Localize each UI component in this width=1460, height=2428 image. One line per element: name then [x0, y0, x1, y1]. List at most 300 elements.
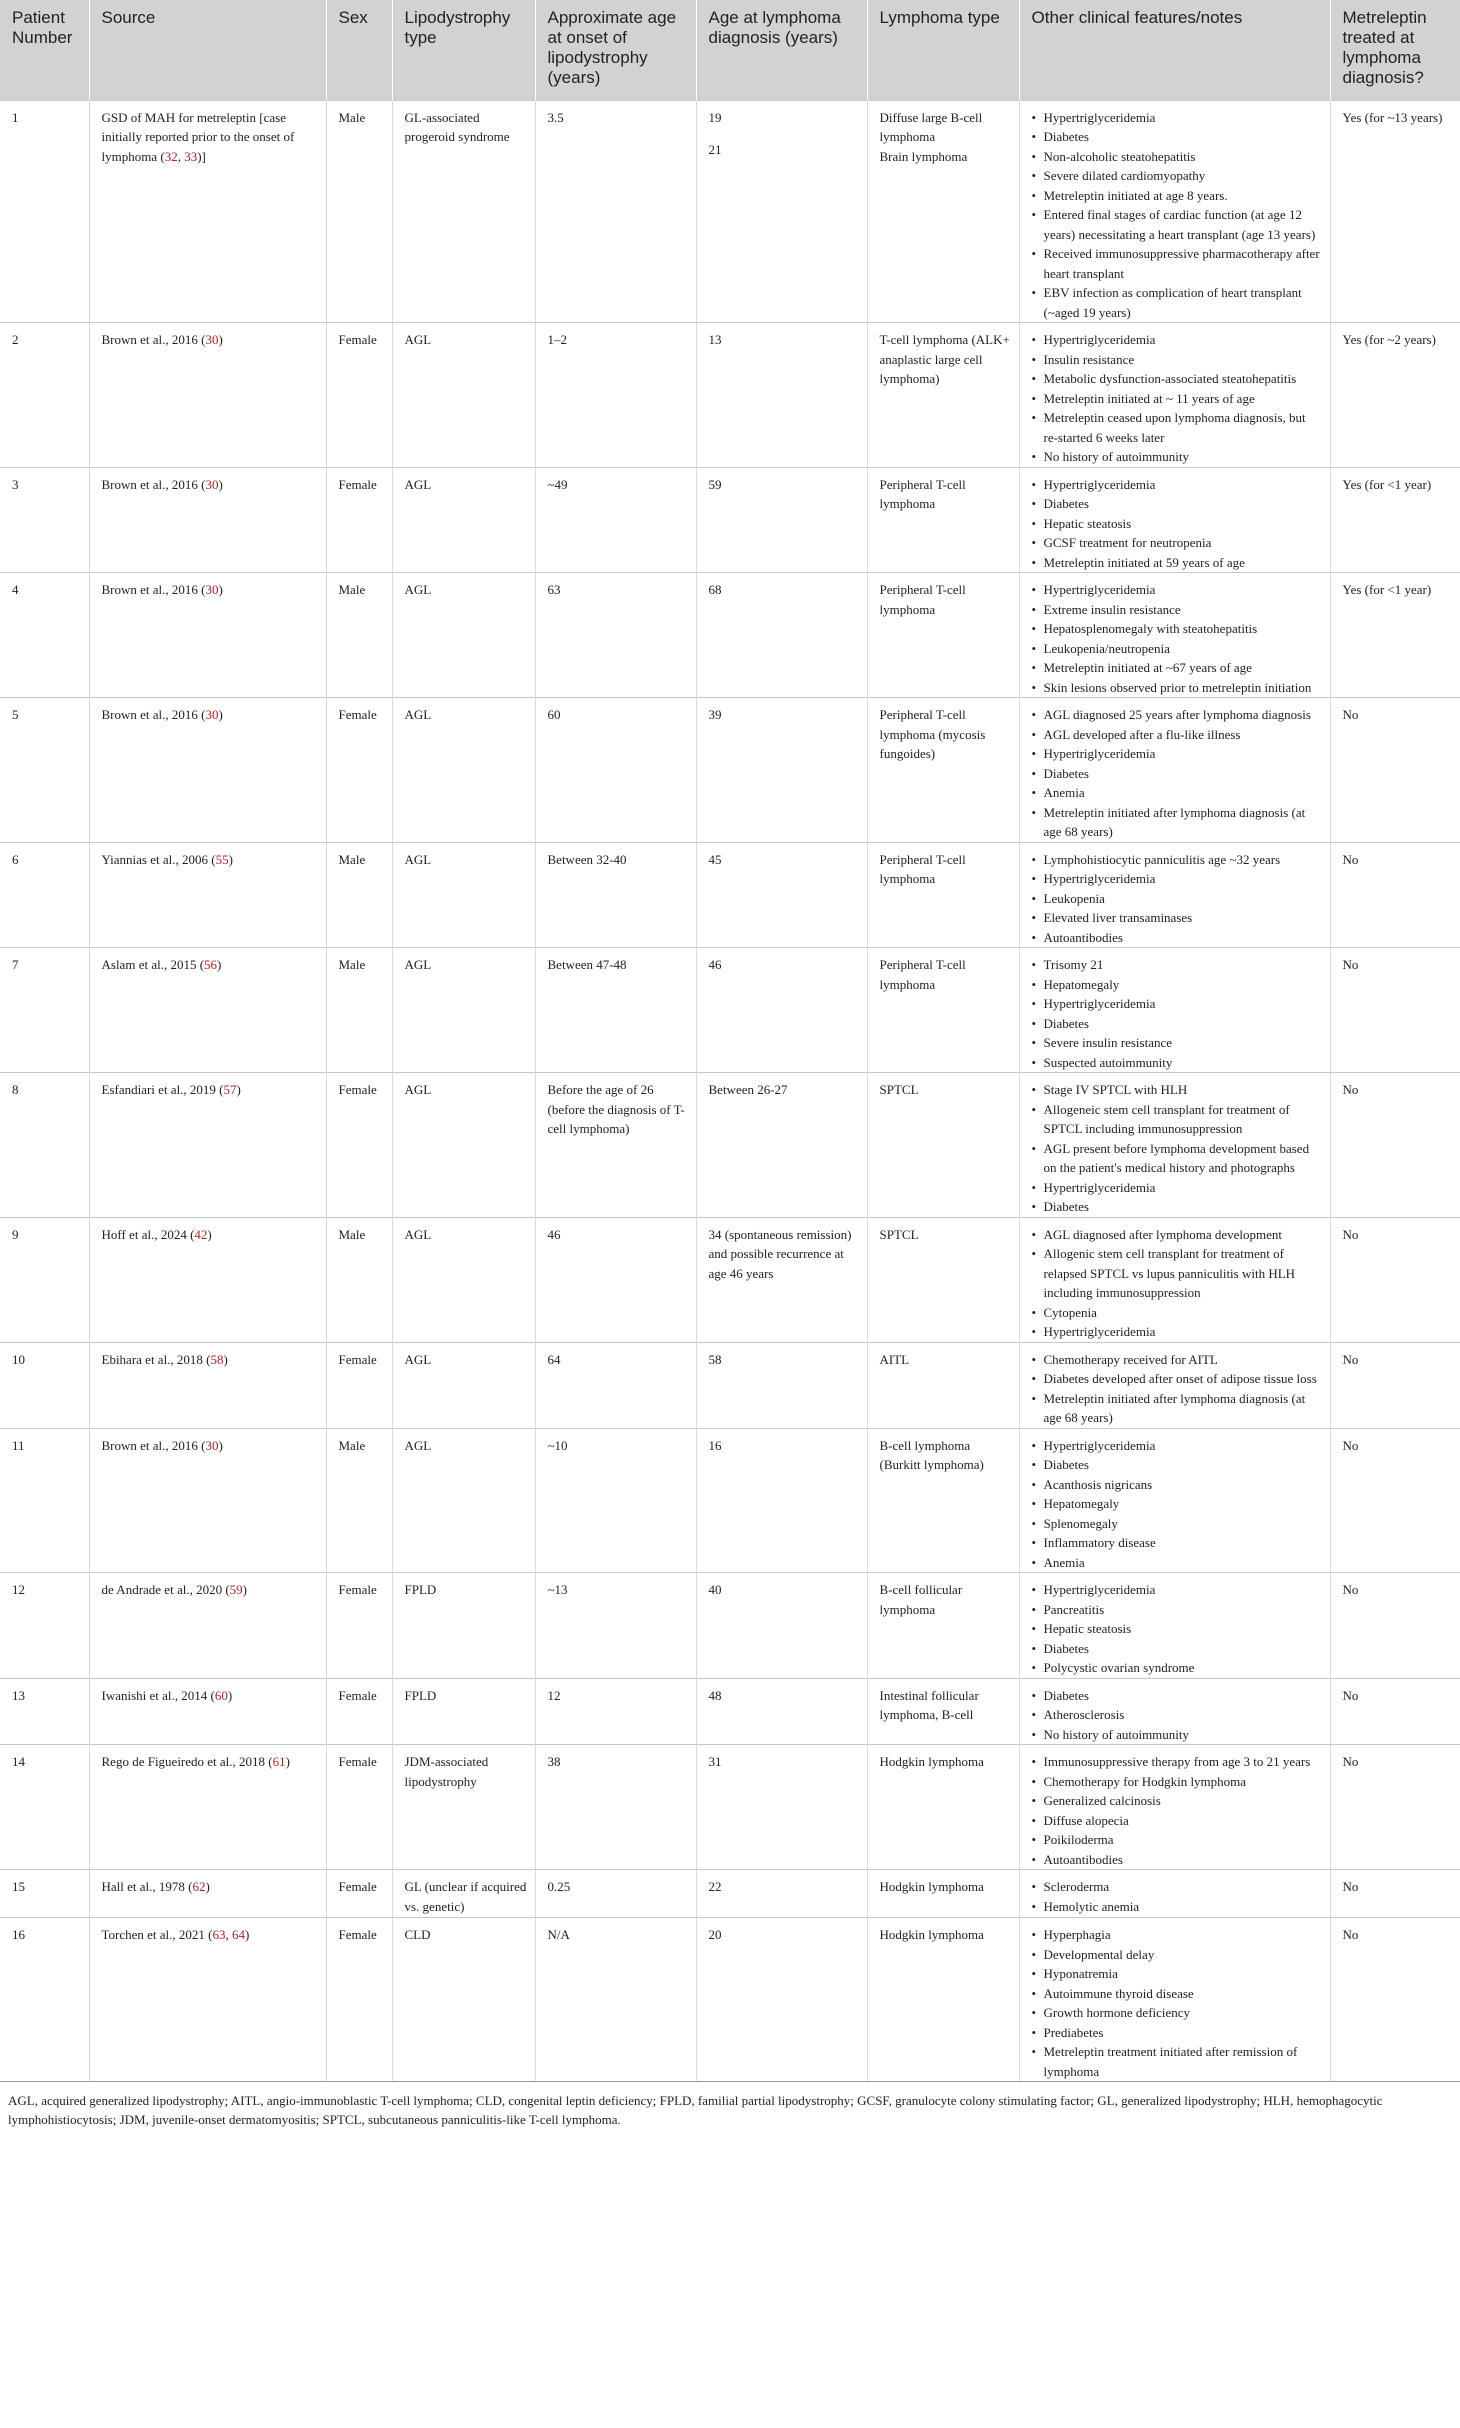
feature-item: • Hypertriglyceridemia: [1032, 1178, 1322, 1198]
reference-link[interactable]: 64: [232, 1927, 245, 1942]
source-text: ): [205, 1879, 210, 1894]
source-text: Brown et al., 2016 (: [101, 707, 206, 722]
source-text: Brown et al., 2016 (: [101, 582, 206, 597]
feature-item: • Hepatomegaly: [1032, 1494, 1322, 1514]
cell-patient-number: 3: [0, 467, 89, 573]
cell-patient-number: 6: [0, 842, 89, 948]
line-spacer: [709, 127, 859, 140]
cell-lipodystrophy-type: AGL: [392, 323, 535, 468]
source-text: ): [227, 1687, 233, 1703]
cell-lymphoma-type: [867, 1745, 1019, 1870]
cell-sex: Male: [326, 842, 392, 948]
cell-onset-age: 60: [535, 698, 696, 843]
feature-item: • Hypertriglyceridemia: [1032, 1322, 1322, 1342]
source-text: Brown et al., 2016 (: [101, 476, 206, 492]
table-row: [0, 1870, 1460, 1918]
cell-source: [89, 573, 326, 698]
feature-list: [1032, 955, 1322, 1072]
cell-lipodystrophy-type: GL (unclear if acquired vs. genetic): [392, 1870, 535, 1918]
cell-onset-age: N/A: [535, 1918, 696, 2082]
feature-list: [1032, 330, 1322, 467]
source-text: Aslam et al., 2015 (: [101, 957, 205, 972]
cell-patient-number: 16: [0, 1918, 89, 2082]
cell-lymphoma-type: [867, 467, 1019, 573]
source-text: Hall et al., 1978 (: [101, 1879, 193, 1894]
feature-list: [1032, 1686, 1322, 1745]
feature-item: • Hemolytic anemia: [1032, 1897, 1322, 1917]
feature-list: [1032, 1080, 1322, 1217]
lymphoma-type-value: Peripheral T-cell lymphoma (mycosis fungoides): [879, 707, 986, 761]
reference-link[interactable]: 62: [192, 1879, 206, 1894]
reference-link[interactable]: 30: [205, 707, 219, 722]
feature-item: • No history of autoimmunity: [1032, 447, 1322, 467]
diagnosis-age-value: 13: [708, 332, 722, 347]
diagnosis-age-value: 40: [708, 1582, 722, 1597]
reference-link[interactable]: 58: [210, 1351, 224, 1367]
lymphoma-type-value: Peripheral T-cell lymphoma: [879, 851, 966, 886]
cell-patient-number: 5: [0, 698, 89, 843]
cell-lymphoma-type: [867, 1870, 1019, 1918]
feature-item: • Hypertriglyceridemia: [1032, 994, 1322, 1014]
cell-sex: Female: [326, 1745, 392, 1870]
source-text: Ebihara et al., 2018 (: [101, 1351, 211, 1367]
header-clinical-features: Other clinical features/notes: [1019, 0, 1330, 100]
feature-list: [1032, 850, 1322, 948]
feature-list: [1032, 705, 1322, 842]
cell-lymphoma-type: [867, 573, 1019, 698]
cell-clinical-features: [1019, 948, 1330, 1073]
cell-lymphoma-type: [867, 1073, 1019, 1218]
lymphoma-type-value: Hodgkin lymphoma: [879, 1879, 984, 1894]
feature-item: • Received immunosuppressive pharmacotherapy after heart transplant: [1032, 244, 1322, 283]
cell-patient-number: 14: [0, 1745, 89, 1870]
feature-item: • Diabetes: [1032, 1639, 1322, 1659]
feature-item: • GCSF treatment for neutropenia: [1032, 533, 1322, 553]
diagnosis-age-value: 22: [708, 1879, 722, 1894]
feature-item: • Diabetes: [1032, 494, 1322, 514]
lymphoma-type-value: Hodgkin lymphoma: [879, 1927, 984, 1942]
table-row: [0, 1678, 1460, 1745]
cell-sex: Female: [326, 467, 392, 573]
cell-metreleptin: No: [1330, 1870, 1460, 1918]
reference-link[interactable]: 57: [223, 1082, 237, 1097]
reference-link[interactable]: 30: [205, 582, 219, 597]
source-text: Brown et al., 2016 (: [101, 332, 206, 347]
cell-lymphoma-type: [867, 948, 1019, 1073]
cell-diagnosis-age: [696, 1217, 867, 1342]
feature-item: • Trisomy 21: [1032, 955, 1322, 975]
lymphoma-type-value: Hodgkin lymphoma: [879, 1754, 984, 1769]
cell-sex: Female: [326, 323, 392, 468]
reference-link[interactable]: 61: [272, 1754, 286, 1769]
source-text: ): [242, 1582, 247, 1597]
feature-item: • Suspected autoimmunity: [1032, 1053, 1322, 1073]
diagnosis-age-value: 31: [708, 1754, 722, 1769]
lymphoma-type-value: Intestinal follicular lymphoma, B-cell: [879, 1687, 979, 1722]
cell-source: [89, 1428, 326, 1573]
cell-sex: Male: [326, 573, 392, 698]
feature-item: • Poikiloderma: [1032, 1830, 1322, 1850]
cell-metreleptin: Yes (for <1 year): [1330, 573, 1460, 698]
feature-item: • Hypertriglyceridemia: [1032, 475, 1322, 495]
source-text: ): [217, 957, 222, 972]
cell-patient-number: 10: [0, 1342, 89, 1428]
lymphoma-type-value: Peripheral T-cell lymphoma: [879, 582, 966, 617]
cell-lipodystrophy-type: AGL: [392, 698, 535, 843]
feature-item: • Metreleptin initiated after lymphoma diagnosis (at age 68 years): [1032, 1389, 1322, 1428]
feature-item: • Diabetes: [1032, 1197, 1322, 1217]
cell-lymphoma-type: [867, 323, 1019, 468]
cell-patient-number: 11: [0, 1428, 89, 1573]
feature-item: • Autoimmune thyroid disease: [1032, 1984, 1322, 2004]
header-sex: Sex: [326, 0, 392, 100]
table-row: [0, 1342, 1460, 1428]
cell-source: [89, 842, 326, 948]
cell-lymphoma-type: [867, 100, 1019, 323]
feature-list: [1032, 1925, 1322, 2081]
cell-lymphoma-type: [867, 1217, 1019, 1342]
diagnosis-age-value: 59: [708, 476, 722, 492]
feature-item: • Hypertriglyceridemia: [1032, 108, 1322, 128]
feature-item: • Leukopenia: [1032, 889, 1322, 909]
feature-list: [1032, 580, 1322, 697]
table-row: [0, 467, 1460, 573]
feature-item: • Metreleptin initiated at ~ 11 years of age: [1032, 389, 1322, 409]
feature-item: • Splenomegaly: [1032, 1514, 1322, 1534]
cell-lymphoma-type: [867, 698, 1019, 843]
cell-onset-age: 1–2: [535, 323, 696, 468]
cell-patient-number: 8: [0, 1073, 89, 1218]
feature-item: • Leukopenia/neutropenia: [1032, 639, 1322, 659]
source-text: ): [228, 851, 233, 867]
cell-patient-number: 1: [0, 100, 89, 323]
cell-metreleptin: No: [1330, 1217, 1460, 1342]
cell-onset-age: 63: [535, 573, 696, 698]
feature-item: • Diabetes: [1032, 127, 1322, 147]
feature-item: • Hypertriglyceridemia: [1032, 330, 1322, 350]
source-text: Rego de Figueiredo et al., 2018 (: [101, 1754, 273, 1769]
cell-source: [89, 467, 326, 573]
cell-lymphoma-type: [867, 1918, 1019, 2082]
feature-item: • EBV infection as complication of heart transplant (~aged 19 years): [1032, 283, 1322, 322]
table-row: [0, 323, 1460, 468]
feature-item: • Scleroderma: [1032, 1877, 1322, 1897]
source-text: ,: [177, 148, 185, 164]
feature-list: [1032, 1350, 1322, 1428]
feature-item: • Metreleptin treatment initiated after remission of lymphoma: [1032, 2042, 1322, 2081]
cell-lipodystrophy-type: AGL: [392, 1428, 535, 1573]
cell-lymphoma-type: [867, 1342, 1019, 1428]
cell-lipodystrophy-type: AGL: [392, 948, 535, 1073]
feature-item: • Hyponatremia: [1032, 1964, 1322, 1984]
reference-link[interactable]: 30: [205, 332, 219, 347]
cell-diagnosis-age: [696, 1073, 867, 1218]
feature-item: • No history of autoimmunity: [1032, 1725, 1322, 1745]
feature-item: • Entered final stages of cardiac function (at age 12 years) necessitating a heart transplant (age 13 years): [1032, 205, 1322, 244]
cell-patient-number: 15: [0, 1870, 89, 1918]
cell-diagnosis-age: [696, 1870, 867, 1918]
cell-source: [89, 1342, 326, 1428]
source-text: de Andrade et al., 2020 (: [101, 1582, 230, 1597]
feature-item: • Chemotherapy received for AITL: [1032, 1350, 1322, 1370]
cell-lipodystrophy-type: AGL: [392, 467, 535, 573]
lymphoma-type-value: SPTCL: [879, 1226, 919, 1242]
cell-diagnosis-age: [696, 842, 867, 948]
cell-onset-age: ~49: [535, 467, 696, 573]
cell-sex: Female: [326, 1073, 392, 1218]
lymphoma-type-value: T-cell lymphoma (ALK+ anaplastic large cell lymphoma): [879, 332, 1010, 386]
cell-onset-age: 64: [535, 1342, 696, 1428]
feature-item: • Immunosuppressive therapy from age 3 to 21 years: [1032, 1752, 1322, 1772]
feature-item: • Diabetes developed after onset of adipose tissue loss: [1032, 1369, 1322, 1389]
source-text: Torchen et al., 2021 (: [101, 1927, 213, 1942]
cell-metreleptin: Yes (for <1 year): [1330, 467, 1460, 573]
cell-diagnosis-age: [696, 1573, 867, 1679]
header-lipodystrophy-type: Lipodystrophy type: [392, 0, 535, 100]
table-header: [0, 0, 1460, 100]
source-text: )]: [197, 148, 206, 164]
cell-metreleptin: Yes (for ~2 years): [1330, 323, 1460, 468]
cell-clinical-features: [1019, 100, 1330, 323]
table-body: [0, 100, 1460, 2082]
diagnosis-age-value: 46: [708, 957, 722, 972]
cell-metreleptin: No: [1330, 1918, 1460, 2082]
cell-onset-age: ~10: [535, 1428, 696, 1573]
cell-onset-age: 38: [535, 1745, 696, 1870]
feature-item: • AGL developed after a flu-like illness: [1032, 725, 1322, 745]
cell-diagnosis-age: [696, 1678, 867, 1745]
lymphoma-type-value: B-cell follicular lymphoma: [879, 1582, 963, 1617]
cell-source: [89, 100, 326, 323]
cell-clinical-features: [1019, 1573, 1330, 1679]
cell-clinical-features: [1019, 1745, 1330, 1870]
source-text: ): [218, 476, 223, 492]
cell-diagnosis-age: [696, 948, 867, 1073]
cell-diagnosis-age: [696, 1428, 867, 1573]
header-row: [0, 0, 1460, 100]
diagnosis-age-value: 21: [708, 142, 722, 157]
feature-item: • Diabetes: [1032, 764, 1322, 784]
source-text: Yiannias et al., 2006 (: [101, 851, 216, 867]
table-row: [0, 1573, 1460, 1679]
feature-item: • Diabetes: [1032, 1455, 1322, 1475]
feature-item: • Severe dilated cardiomyopathy: [1032, 166, 1322, 186]
cell-diagnosis-age: [696, 1745, 867, 1870]
feature-item: • Anemia: [1032, 1553, 1322, 1573]
header-metreleptin: Metreleptin treated at lymphoma diagnosis?: [1330, 0, 1460, 100]
cell-sex: Female: [326, 698, 392, 843]
source-text: Iwanishi et al., 2014 (: [101, 1687, 215, 1703]
feature-item: • Polycystic ovarian syndrome: [1032, 1658, 1322, 1678]
feature-list: [1032, 1580, 1322, 1678]
table-row: [0, 1073, 1460, 1218]
reference-link[interactable]: 56: [204, 957, 218, 972]
feature-list: [1032, 475, 1322, 573]
reference-link[interactable]: 60: [214, 1687, 228, 1703]
cell-sex: Female: [326, 1918, 392, 2082]
table-footnote: AGL, acquired generalized lipodystrophy; AITL, angio-immunoblastic T-cell lymphoma; CLD, congenital leptin deficiency; FPLD, familial partial lipodystrophy; GCSF, granulocyte colony stimulating factor; GL, generalized lipodystrophy; HLH, hemophagocytic lymphohistiocytosis; JDM, juvenile-onset dermatomyositis; SPTCL, subcutaneous panniculitis-like T-cell lymphoma.: [8, 2093, 1383, 2127]
feature-item: • Autoantibodies: [1032, 1850, 1322, 1870]
feature-item: • Allogeneic stem cell transplant for treatment of SPTCL including immunosuppression: [1032, 1100, 1322, 1139]
source-text: ): [218, 582, 223, 597]
cell-diagnosis-age: [696, 1918, 867, 2082]
cell-clinical-features: [1019, 842, 1330, 948]
feature-item: • Chemotherapy for Hodgkin lymphoma: [1032, 1772, 1322, 1792]
cell-clinical-features: [1019, 1918, 1330, 2082]
feature-item: • Atherosclerosis: [1032, 1705, 1322, 1725]
cell-metreleptin: No: [1330, 948, 1460, 1073]
cell-clinical-features: [1019, 467, 1330, 573]
feature-item: • Hypertriglyceridemia: [1032, 1436, 1322, 1456]
feature-item: • Allogenic stem cell transplant for treatment of relapsed SPTCL vs lupus panniculitis with HLH including immunosuppression: [1032, 1244, 1322, 1303]
cell-patient-number: 13: [0, 1678, 89, 1745]
cell-clinical-features: [1019, 323, 1330, 468]
table-row: [0, 948, 1460, 1073]
feature-item: • Metreleptin initiated after lymphoma diagnosis (at age 68 years): [1032, 803, 1322, 842]
cell-clinical-features: [1019, 1342, 1330, 1428]
feature-item: • Developmental delay: [1032, 1945, 1322, 1965]
cell-lymphoma-type: [867, 1428, 1019, 1573]
cell-lipodystrophy-type: AGL: [392, 1342, 535, 1428]
reference-link[interactable]: 30: [205, 1437, 219, 1453]
table-row: [0, 100, 1460, 323]
lymphoma-type-value: Peripheral T-cell lymphoma: [879, 957, 966, 992]
cell-sex: Female: [326, 1870, 392, 1918]
lymphoma-type-value: Diffuse large B-cell lymphoma: [879, 109, 983, 144]
cell-sex: Female: [326, 1678, 392, 1745]
diagnosis-age-value: 48: [708, 1687, 722, 1703]
cell-diagnosis-age: [696, 1342, 867, 1428]
source-text: ): [218, 332, 223, 347]
source-text: ): [245, 1927, 250, 1942]
diagnosis-age-value: 19: [708, 109, 722, 125]
cell-source: [89, 948, 326, 1073]
cell-source: [89, 323, 326, 468]
diagnosis-age-value: 20: [708, 1927, 722, 1942]
cell-metreleptin: No: [1330, 1342, 1460, 1428]
cell-source: [89, 1678, 326, 1745]
feature-item: • Metreleptin initiated at ~67 years of age: [1032, 658, 1322, 678]
header-patient-number: Patient Number: [0, 0, 89, 100]
cell-lymphoma-type: [867, 842, 1019, 948]
cell-patient-number: 2: [0, 323, 89, 468]
table-row: [0, 573, 1460, 698]
source-text: ): [285, 1754, 290, 1769]
feature-list: [1032, 1752, 1322, 1869]
feature-item: • Hypertriglyceridemia: [1032, 1580, 1322, 1600]
feature-item: • Hypertriglyceridemia: [1032, 744, 1322, 764]
cell-lipodystrophy-type: AGL: [392, 1217, 535, 1342]
cell-onset-age: 3.5: [535, 100, 696, 323]
feature-item: • Lymphohistiocytic panniculitis age ~32 years: [1032, 850, 1322, 870]
diagnosis-age-value: 68: [708, 582, 722, 597]
feature-item: • Hepatic steatosis: [1032, 1619, 1322, 1639]
lymphoma-type-value: B-cell lymphoma (Burkitt lymphoma): [879, 1437, 984, 1472]
feature-item: • AGL diagnosed after lymphoma development: [1032, 1225, 1322, 1245]
feature-item: • Growth hormone deficiency: [1032, 2003, 1322, 2023]
cell-diagnosis-age: [696, 467, 867, 573]
feature-item: • Hyperphagia: [1032, 1925, 1322, 1945]
cell-sex: Male: [326, 948, 392, 1073]
cell-metreleptin: No: [1330, 1573, 1460, 1679]
header-lymphoma-type: Lymphoma type: [867, 0, 1019, 100]
cell-onset-age: Between 47-48: [535, 948, 696, 1073]
source-text: GSD of MAH for metreleptin [case initially reported prior to the onset of lymphoma (: [101, 109, 295, 164]
feature-item: • Autoantibodies: [1032, 928, 1322, 948]
feature-item: • Acanthosis nigricans: [1032, 1475, 1322, 1495]
cell-metreleptin: No: [1330, 1745, 1460, 1870]
reference-link[interactable]: 55: [215, 851, 229, 867]
cell-patient-number: 7: [0, 948, 89, 1073]
feature-list: [1032, 1877, 1322, 1916]
reference-link[interactable]: 32: [164, 148, 178, 164]
feature-item: • Hypertriglyceridemia: [1032, 580, 1322, 600]
cell-metreleptin: No: [1330, 842, 1460, 948]
feature-item: • Prediabetes: [1032, 2023, 1322, 2043]
cell-metreleptin: No: [1330, 1678, 1460, 1745]
feature-item: • Stage IV SPTCL with HLH: [1032, 1080, 1322, 1100]
reference-link[interactable]: 59: [229, 1582, 243, 1597]
feature-item: • Generalized calcinosis: [1032, 1791, 1322, 1811]
source-text: Brown et al., 2016 (: [101, 1437, 206, 1453]
cell-patient-number: 12: [0, 1573, 89, 1679]
cell-lymphoma-type: [867, 1678, 1019, 1745]
reference-link[interactable]: 42: [194, 1226, 208, 1242]
cell-metreleptin: No: [1330, 1428, 1460, 1573]
cell-source: [89, 1918, 326, 2082]
feature-item: • Pancreatitis: [1032, 1600, 1322, 1620]
reference-link[interactable]: 33: [184, 148, 198, 164]
feature-item: • Hypertriglyceridemia: [1032, 869, 1322, 889]
cell-diagnosis-age: [696, 573, 867, 698]
table-row: [0, 1745, 1460, 1870]
table-row: [0, 842, 1460, 948]
feature-item: • AGL present before lymphoma development based on the patient's medical history and photographs: [1032, 1139, 1322, 1178]
cell-lipodystrophy-type: FPLD: [392, 1573, 535, 1679]
source-text: ): [207, 1226, 212, 1242]
cell-onset-age: Before the age of 26 (before the diagnosis of T-cell lymphoma): [535, 1073, 696, 1218]
header-onset-age: Approximate age at onset of lipodystrophy (years): [535, 0, 696, 100]
source-text: ): [223, 1351, 228, 1367]
cell-lipodystrophy-type: AGL: [392, 1073, 535, 1218]
feature-item: • Skin lesions observed prior to metreleptin initiation: [1032, 678, 1322, 698]
cell-onset-age: Between 32-40: [535, 842, 696, 948]
reference-link[interactable]: 63: [212, 1927, 226, 1942]
cell-diagnosis-age: [696, 100, 867, 323]
feature-item: • Metreleptin ceased upon lymphoma diagnosis, but re-started 6 weeks later: [1032, 408, 1322, 447]
feature-item: • Diabetes: [1032, 1686, 1322, 1706]
cell-patient-number: 4: [0, 573, 89, 698]
cell-metreleptin: No: [1330, 1073, 1460, 1218]
feature-list: [1032, 108, 1322, 323]
feature-item: • Insulin resistance: [1032, 350, 1322, 370]
feature-item: • Hepatomegaly: [1032, 975, 1322, 995]
cell-onset-age: 46: [535, 1217, 696, 1342]
cell-source: [89, 1745, 326, 1870]
reference-link[interactable]: 30: [205, 476, 219, 492]
cell-lipodystrophy-type: CLD: [392, 1918, 535, 2082]
source-text: ): [218, 707, 223, 722]
feature-list: [1032, 1436, 1322, 1573]
cell-clinical-features: [1019, 1428, 1330, 1573]
lymphoma-type-value: SPTCL: [879, 1082, 919, 1097]
cell-source: [89, 1870, 326, 1918]
cell-clinical-features: [1019, 1073, 1330, 1218]
cell-sex: Male: [326, 1217, 392, 1342]
diagnosis-age-value: 58: [708, 1351, 722, 1367]
cell-clinical-features: [1019, 1870, 1330, 1918]
feature-item: • Severe insulin resistance: [1032, 1033, 1322, 1053]
